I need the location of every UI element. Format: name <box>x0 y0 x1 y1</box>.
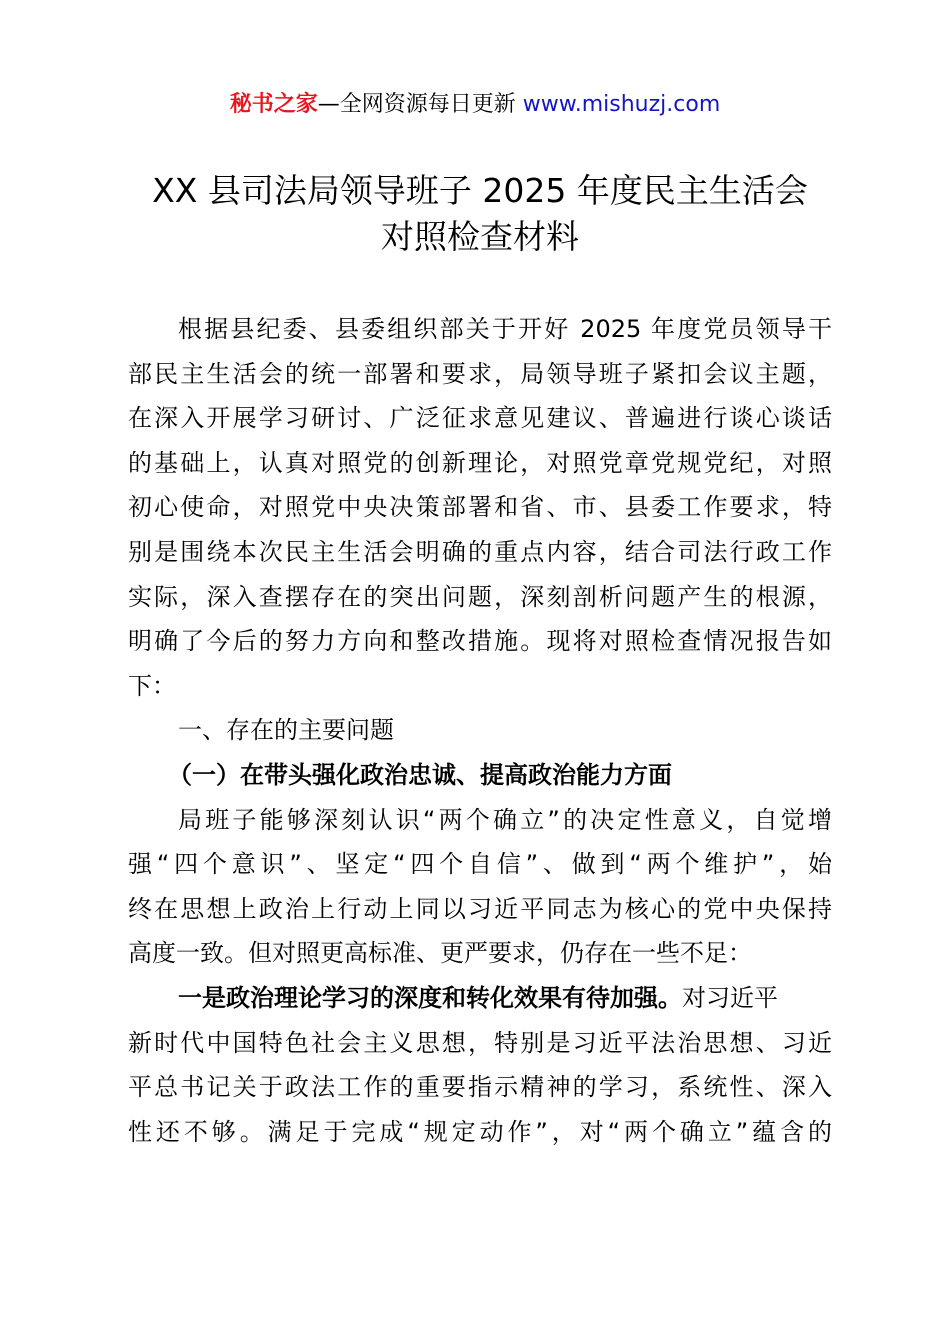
paragraph-line: 平总书记关于政法工作的重要指示精神的学习，系统性、深入 <box>128 1073 832 1102</box>
brand-name: 秘书之家 <box>229 92 318 117</box>
paragraph-line: 明确了今后的努力方向和整改措施。现将对照检查情况报告如 <box>128 627 832 656</box>
document-body <box>128 307 832 1154</box>
subsection-heading: （一）在带头强化政治忠诚、提高政治能力方面 <box>168 760 672 789</box>
paragraph-line <box>128 976 832 1021</box>
paragraph-line: 高度一致。但对照更高标准、更严要求，仍存在一些不足： <box>128 939 752 968</box>
point-text: 对习近平 <box>682 983 778 1012</box>
title-line-2: 对照检查材料 <box>381 217 579 256</box>
paragraph-line: 别是围绕本次民主生活会明确的重点内容，结合司法行政工作 <box>128 537 832 566</box>
paragraph-line: 强“四个意识”、坚定“四个自信”、做到“两个维护”，始 <box>128 850 832 879</box>
document-title <box>0 168 950 260</box>
paragraph-line: 性还不够。满足于完成“规定动作”，对“两个确立”蕴含的 <box>128 1117 832 1146</box>
paragraph-line: 局班子能够深刻认识“两个确立”的决定性意义，自觉增 <box>178 805 832 834</box>
paragraph-line: 新时代中国特色社会主义思想，特别是习近平法治思想、习近 <box>128 1028 832 1057</box>
paragraph-line: 终在思想上政治上行动上同以习近平同志为核心的党中央保持 <box>128 894 832 923</box>
paragraph-line: 实际，深入查摆存在的突出问题，深刻剖析问题产生的根源， <box>128 582 832 611</box>
point-heading: 一是政治理论学习的深度和转化效果有待加强。 <box>178 983 682 1012</box>
header-slogan: —全网资源每日更新 <box>317 92 516 117</box>
site-link[interactable]: www.mishuzj.com <box>522 92 721 117</box>
paragraph-line: 的基础上，认真对照党的创新理论，对照党章党规党纪，对照 <box>128 448 832 477</box>
site-header <box>0 88 950 122</box>
paragraph-line: 在深入开展学习研讨、广泛征求意见建议、普遍进行谈心谈话 <box>128 404 832 433</box>
paragraph-line: 初心使命，对照党中央决策部署和省、市、县委工作要求，特 <box>128 493 832 522</box>
paragraph-line: 下： <box>128 671 176 700</box>
section-heading: 一、存在的主要问题 <box>178 716 394 745</box>
paragraph-line: 部民主生活会的统一部署和要求，局领导班子紧扣会议主题， <box>128 359 832 388</box>
title-line-1: XX 县司法局领导班子 2025 年度民主生活会 <box>152 171 808 210</box>
paragraph-line: 根据县纪委、县委组织部关于开好 2025 年度党员领导干 <box>178 315 832 343</box>
